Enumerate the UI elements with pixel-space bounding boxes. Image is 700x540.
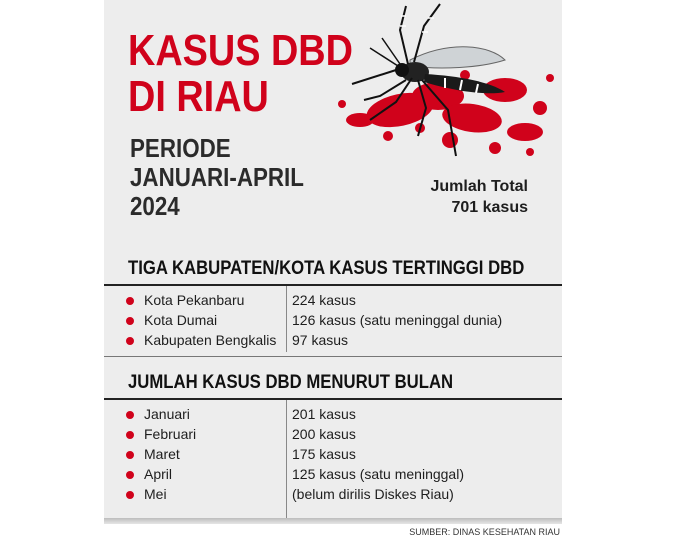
red-dot bbox=[126, 337, 134, 345]
column-divider bbox=[286, 286, 287, 352]
section-heading-top-regions: TIGA KABUPATEN/KOTA KASUS TERTINGGI DBD bbox=[128, 258, 525, 279]
period-block bbox=[130, 134, 304, 221]
month-name: Februari bbox=[144, 426, 197, 442]
total-cases bbox=[408, 176, 528, 218]
region-cases: 97 kasus bbox=[292, 332, 349, 348]
red-dot bbox=[126, 471, 134, 479]
red-dot bbox=[126, 411, 134, 419]
red-dot bbox=[126, 297, 134, 305]
region-cases: 224 kasus bbox=[292, 292, 356, 308]
region-cases: 126 kasus (satu meninggal dunia) bbox=[292, 312, 503, 328]
source-credit: SUMBER: DINAS KESEHATAN RIAU bbox=[409, 527, 560, 537]
period-line-1: PERIODE bbox=[130, 133, 231, 163]
title-line-1: KASUS DBD bbox=[128, 26, 353, 75]
month-cases: 200 kasus bbox=[292, 426, 356, 442]
red-dot bbox=[126, 451, 134, 459]
month-cases: 175 kasus bbox=[292, 446, 356, 462]
region-name: Kota Dumai bbox=[144, 312, 218, 328]
divider bbox=[104, 398, 562, 400]
region-name: Kota Pekanbaru bbox=[144, 292, 245, 308]
divider bbox=[104, 284, 562, 286]
month-name: Januari bbox=[144, 406, 190, 422]
total-label: Jumlah Total bbox=[430, 178, 528, 195]
month-name: Maret bbox=[144, 446, 180, 462]
month-cases: 201 kasus bbox=[292, 406, 356, 422]
region-name: Kabupaten Bengkalis bbox=[144, 332, 277, 348]
period-line-2: JANUARI-APRIL bbox=[130, 162, 304, 192]
red-dot bbox=[126, 317, 134, 325]
red-dot bbox=[126, 491, 134, 499]
month-cases: (belum dirilis Diskes Riau) bbox=[292, 486, 454, 502]
section-heading-monthly: JUMLAH KASUS DBD MENURUT BULAN bbox=[128, 372, 454, 393]
total-value: 701 kasus bbox=[451, 199, 528, 216]
title-line-2: DI RIAU bbox=[128, 72, 269, 121]
card-bottom-shadow bbox=[104, 518, 562, 524]
page-title bbox=[128, 28, 353, 120]
month-name: Mei bbox=[144, 486, 167, 502]
red-dot bbox=[126, 431, 134, 439]
column-divider bbox=[286, 400, 287, 518]
period-line-3: 2024 bbox=[130, 191, 180, 221]
divider bbox=[104, 356, 562, 357]
month-name: April bbox=[144, 466, 173, 482]
month-cases: 125 kasus (satu meninggal) bbox=[292, 466, 464, 482]
